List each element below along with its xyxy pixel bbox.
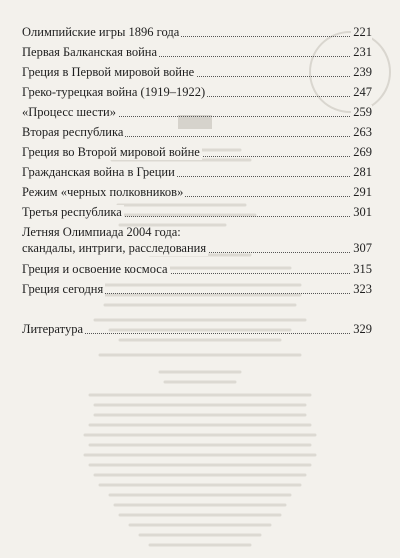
toc-entry[interactable]: [22, 85, 372, 100]
toc-entry-title: Литература: [22, 322, 83, 336]
toc-entry-title: Вторая республика: [22, 125, 124, 139]
toc-entry-title: Третья республика: [22, 205, 122, 219]
toc-entry[interactable]: [22, 282, 372, 297]
toc-entry[interactable]: [22, 165, 372, 180]
toc-entry[interactable]: [22, 125, 372, 140]
toc-entry-page: 315: [353, 262, 372, 276]
toc-entry[interactable]: [22, 25, 372, 40]
toc-entry-page: 291: [353, 185, 372, 199]
toc-entry-title: Греция во Второй мировой войне: [22, 145, 200, 159]
toc-entry-title: Греко-турецкая война (1919–1922): [22, 85, 206, 99]
toc-entry[interactable]: [22, 145, 372, 160]
toc-entry-page: 247: [353, 85, 372, 99]
toc-entry-page: 329: [353, 322, 372, 336]
toc-entry-title: Греция сегодня: [22, 282, 104, 296]
toc-entry-title-line1: Летняя Олимпиада 2004 года:: [22, 225, 181, 239]
toc-entry-title: Греция и освоение космоса: [22, 262, 168, 276]
toc-entry[interactable]: [22, 185, 372, 200]
toc-entry-literature[interactable]: [22, 322, 372, 337]
toc-entry[interactable]: [22, 105, 372, 120]
toc-entry-title: Гражданская война в Греции: [22, 165, 175, 179]
toc-entry-title: Первая Балканская война: [22, 45, 158, 59]
toc-entry-page: 259: [353, 105, 372, 119]
toc-entry-title: скандалы, интриги, расследования: [22, 241, 207, 255]
toc-entry[interactable]: [22, 65, 372, 80]
toc-entry-page: 231: [353, 45, 372, 59]
toc-entry[interactable]: [22, 262, 372, 277]
toc-entry[interactable]: [22, 225, 372, 257]
toc-entry-page: 221: [353, 25, 372, 39]
toc-entry-title: «Процесс шести»: [22, 105, 116, 119]
toc-entry-title: Греция в Первой мировой войне: [22, 65, 195, 79]
toc-entry[interactable]: [22, 45, 372, 60]
toc-entry-page: 323: [353, 282, 372, 296]
toc-entry-line2: [22, 241, 372, 256]
toc-entry-page: 281: [353, 165, 372, 179]
toc-entry-page: 307: [353, 241, 372, 255]
toc-entry-title: Олимпийские игры 1896 года: [22, 25, 180, 39]
toc-entry-page: 301: [353, 205, 372, 219]
toc-entry-page: 239: [353, 65, 372, 79]
toc-entry[interactable]: [22, 205, 372, 220]
toc-entry-title: Режим «черных полковников»: [22, 185, 184, 199]
toc-entry-page: 263: [353, 125, 372, 139]
toc-entry-page: 269: [353, 145, 372, 159]
